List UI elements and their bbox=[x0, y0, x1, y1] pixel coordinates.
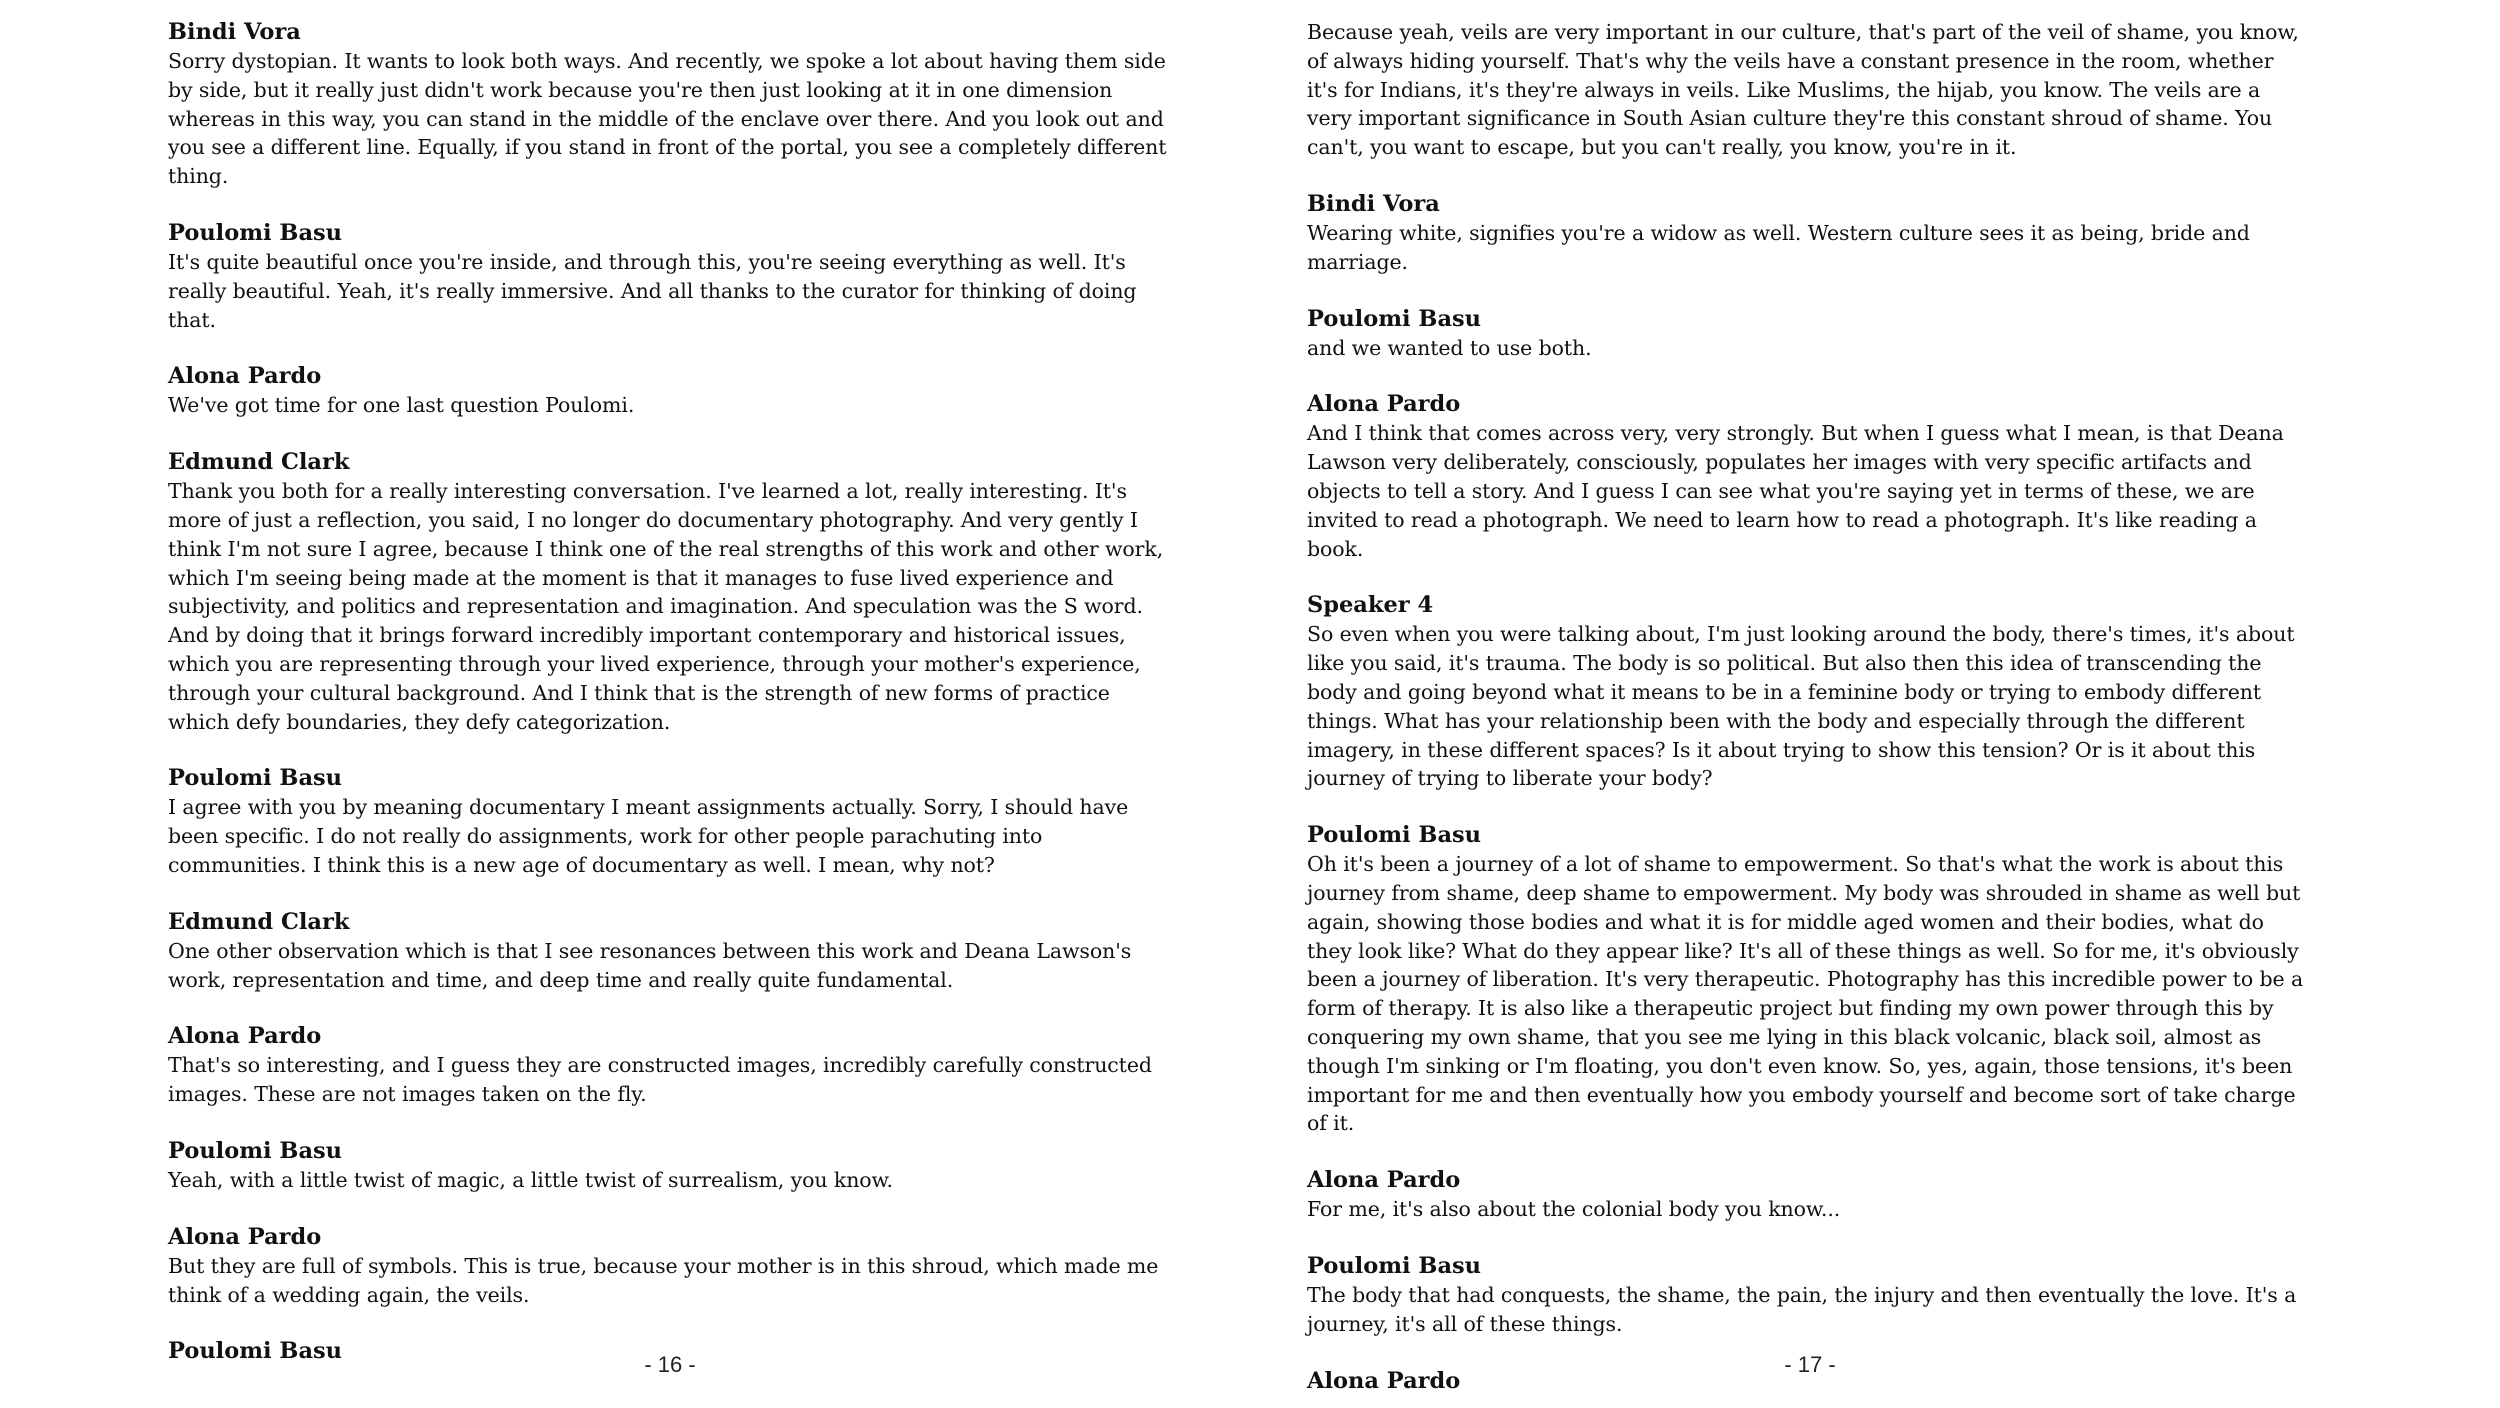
speaker-name: Poulomi Basu bbox=[168, 219, 343, 246]
transcript-entry bbox=[1307, 190, 2307, 277]
transcript-entry bbox=[168, 448, 1168, 736]
transcript-entry bbox=[1307, 1166, 2307, 1224]
speaker-name: Alona Pardo bbox=[168, 1023, 322, 1050]
speech-text: Oh it's been a journey of a lot of shame to empowerment. So that's what the work is about this journey from shame, deep shame to empowerment. My body was shrouded in shame as well but again, showing those bodies and what it is for middle aged women and their bodies, what do they look like? What do they appear like? It's all of these things as well. So for me, it's obviously been a journey of liberation. It's very therapeutic. Photography has this incredible power to be a form of therapy. It is also like a therapeutic project but finding my own power through this by conquering my own shame, that you see me lying in this black volcanic, black soil, almost as though I'm sinking or I'm floating, you don't even know. So, yes, again, those tensions, it's been important for me and then eventually how you embody yourself and become sort of take charge of it. bbox=[1307, 852, 2304, 1136]
transcript-entry bbox=[1307, 1252, 2307, 1339]
speaker-name: Edmund Clark bbox=[168, 449, 350, 476]
speaker-name: Poulomi Basu bbox=[168, 765, 343, 792]
transcript-entry bbox=[168, 362, 1168, 420]
speaker-name: Alona Pardo bbox=[1307, 1167, 1461, 1194]
page-number: - 17 - bbox=[1784, 1352, 1836, 1377]
speaker-name: Alona Pardo bbox=[1307, 391, 1461, 418]
speaker-name: Edmund Clark bbox=[168, 908, 350, 935]
speech-text: Thank you both for a really interesting conversation. I've learned a lot, really interesting. It's more of just a reflection, you said, I no longer do documentary photography. And very gently I think I'm not sure I agree, because I think one of the real strengths of this work and other work, which I'm seeing being made at the moment is that it manages to fuse lived experience and subjectivity, and politics and representation and imagination. And speculation was the S word. And by doing that it brings forward incredibly important contemporary and historical issues, which you are representing through your lived experience, through your mother's experience, through your cultural background. And I think that is the strength of new forms of practice which defy boundaries, they defy categorization. bbox=[168, 479, 1164, 734]
speaker-name: Speaker 4 bbox=[1307, 592, 1434, 619]
speech-text: It's quite beautiful once you're inside, and through this, you're seeing everything as well. It's really beautiful. Yeah, it's really immersive. And all thanks to the curator for thinking of doing that. bbox=[168, 249, 1137, 332]
transcript-entry bbox=[168, 764, 1168, 879]
speaker-name: Poulomi Basu bbox=[168, 1137, 343, 1164]
transcript-entry bbox=[1307, 821, 2307, 1138]
transcript-entry bbox=[168, 1022, 1168, 1109]
transcript-entry bbox=[168, 1137, 1168, 1195]
transcript-entry bbox=[1307, 390, 2307, 563]
transcript-entry bbox=[1307, 591, 2307, 793]
speech-text: We've got time for one last question Poulomi. bbox=[168, 393, 635, 418]
speaker-name: Alona Pardo bbox=[168, 1223, 322, 1250]
transcript-entry bbox=[1307, 305, 2307, 363]
transcript-entry bbox=[168, 18, 1168, 191]
speaker-name: Poulomi Basu bbox=[1307, 1252, 1482, 1279]
speaker-name: Bindi Vora bbox=[1307, 190, 1440, 217]
speech-text: One other observation which is that I see resonances between this work and Deana Lawson's work, representation and time, and deep time and really quite fundamental. bbox=[168, 938, 1132, 992]
speech-text: Yeah, with a little twist of magic, a little twist of surrealism, you know. bbox=[168, 1167, 893, 1192]
speech-text: and we wanted to use both. bbox=[1307, 335, 1592, 360]
speech-text: And I think that comes across very, very strongly. But when I guess what I mean, is that Deana Lawson very deliberately, consciously, populates her images with very specific artifacts and objects to tell a story. And I guess I can see what you're saying yet in terms of these, we are invited to read a photograph. We need to learn how to read a photograph. It's like reading a book. bbox=[1307, 421, 2284, 561]
speaker-name: Alona Pardo bbox=[168, 363, 322, 390]
speaker-name: Alona Pardo bbox=[1307, 1367, 1461, 1394]
left-page bbox=[168, 18, 1168, 1408]
speaker-name: Bindi Vora bbox=[168, 19, 301, 45]
right-page bbox=[1307, 18, 2307, 1408]
speech-text: But they are full of symbols. This is true, because your mother is in this shroud, which made me think of a wedding again, the veils. bbox=[168, 1253, 1159, 1307]
speech-text: Sorry dystopian. It wants to look both ways. And recently, we spoke a lot about having them side by side, but it really just didn't work because you're then just looking at it in one dimension whereas in this way, you can stand in the middle of the enclave over there. And you look out and you see a different line. Equally, if you stand in front of the portal, you see a completely different thing. bbox=[168, 49, 1167, 189]
speech-text: For me, it's also about the colonial body you know... bbox=[1307, 1197, 1841, 1222]
transcript-entry bbox=[168, 1223, 1168, 1310]
transcript-entry bbox=[1307, 18, 2307, 162]
speech-text: The body that had conquests, the shame, the pain, the injury and then eventually the love. It's a journey, it's all of these things. bbox=[1307, 1282, 2297, 1336]
speaker-name: Poulomi Basu bbox=[1307, 305, 1482, 332]
transcript-entry bbox=[168, 219, 1168, 334]
page-number: - 16 - bbox=[644, 1352, 696, 1377]
speech-text: So even when you were talking about, I'm just looking around the body, there's times, it's about like you said, it's trauma. The body is so political. But also then this idea of transcending the body and going beyond what it means to be in a feminine body or trying to embody different things. What has your relationship been with the body and especially through the different imagery, in these different spaces? Is it about trying to show this tension? Or is it about this journey of trying to liberate your body? bbox=[1307, 622, 2295, 791]
speech-text: Wearing white, signifies you're a widow as well. Western culture sees it as being, bride and marriage. bbox=[1307, 220, 2250, 274]
speaker-name: Poulomi Basu bbox=[168, 1338, 343, 1365]
speech-text: That's so interesting, and I guess they are constructed images, incredibly carefully constructed images. These are not images taken on the fly. bbox=[168, 1053, 1152, 1107]
transcript-entry bbox=[168, 908, 1168, 995]
speech-text: Because yeah, veils are very important in our culture, that's part of the veil of shame, you know, of always hiding yourself. That's why the veils have a constant presence in the room, whether it's for Indians, it's they're always in veils. Like Muslims, the hijab, you know. The veils are a very important significance in South Asian culture they're this constant shroud of shame. You can't, you want to escape, but you can't really, you know, you're in it. bbox=[1307, 20, 2299, 160]
speaker-name: Poulomi Basu bbox=[1307, 822, 1482, 849]
speech-text: I agree with you by meaning documentary I meant assignments actually. Sorry, I should have been specific. I do not really do assignments, work for other people parachuting into communities. I think this is a new age of documentary as well. I mean, why not? bbox=[168, 795, 1129, 877]
